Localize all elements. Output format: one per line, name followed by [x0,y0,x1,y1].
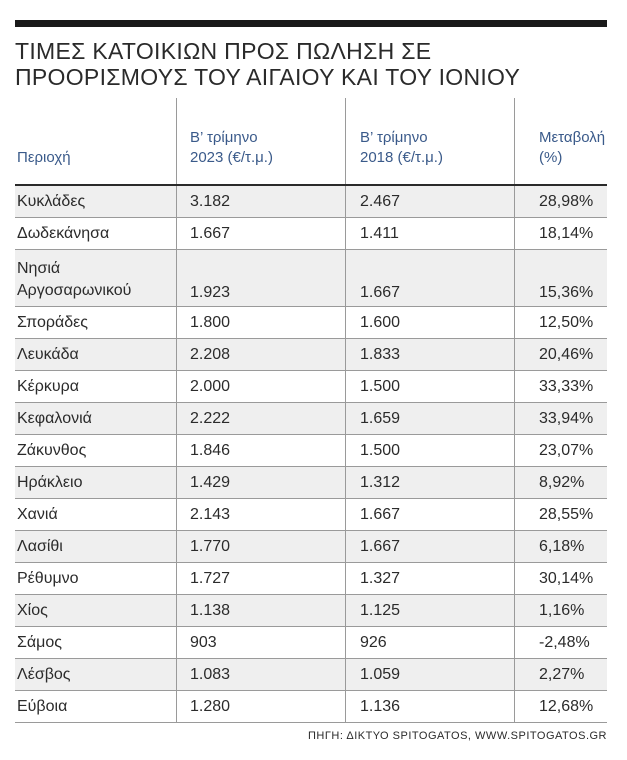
header-change-line2: (%) [539,149,563,166]
change-cell: 33,33% [515,371,608,403]
price-2023-cell: 1.923 [177,250,346,307]
price-2018-cell: 1.600 [346,307,515,339]
price-2018-cell: 1.411 [346,218,515,250]
price-2018-cell: 1.125 [346,595,515,627]
price-2023-cell: 2.143 [177,499,346,531]
price-2018-cell: 1.833 [346,339,515,371]
change-cell: 12,50% [515,307,608,339]
price-2018-cell: 1.659 [346,403,515,435]
table-body [15,185,607,723]
change-cell: 1,16% [515,595,608,627]
price-2018-cell: 1.667 [346,250,515,307]
table-row [15,467,607,499]
change-cell: 30,14% [515,563,608,595]
price-2023-cell: 1.727 [177,563,346,595]
table-header-row [15,98,607,185]
price-2023-cell: 1.846 [177,435,346,467]
region-cell: Ζάκυνθος [15,435,177,467]
table-row [15,435,607,467]
change-cell: 8,92% [515,467,608,499]
price-2018-cell: 1.667 [346,499,515,531]
price-2018-cell: 1.327 [346,563,515,595]
price-2018-cell: 1.500 [346,435,515,467]
region-cell: Χίος [15,595,177,627]
page-title [15,38,607,90]
change-cell: 28,55% [515,499,608,531]
price-2018-cell: 1.059 [346,659,515,691]
price-2023-cell: 1.083 [177,659,346,691]
price-2023-cell: 1.429 [177,467,346,499]
price-2023-cell: 2.208 [177,339,346,371]
change-cell: 6,18% [515,531,608,563]
price-2023-cell: 1.770 [177,531,346,563]
table-row [15,185,607,218]
region-cell: Σάμος [15,627,177,659]
change-cell: 28,98% [515,185,608,218]
region-cell: Ηράκλειο [15,467,177,499]
header-q2-2023-line2: 2023 (€/τ.μ.) [190,149,273,166]
table-row [15,218,607,250]
table-row [15,339,607,371]
header-q2-2023 [177,98,346,185]
title-line-1: ΤΙΜΕΣ ΚΑΤΟΙΚΙΩΝ ΠΡΟΣ ΠΩΛΗΣΗ ΣΕ [15,38,432,64]
region-cell: Λέσβος [15,659,177,691]
price-2018-cell: 1.312 [346,467,515,499]
change-cell: 2,27% [515,659,608,691]
price-2023-cell: 2.000 [177,371,346,403]
top-rule [15,20,607,27]
region-cell: Εύβοια [15,691,177,723]
region-cell: Νησιά Αργοσαρωνικού [15,250,177,307]
region-cell: Σποράδες [15,307,177,339]
change-cell: 18,14% [515,218,608,250]
table-row [15,403,607,435]
table-row [15,371,607,403]
table-row [15,499,607,531]
price-2018-cell: 1.500 [346,371,515,403]
region-cell: Κεφαλονιά [15,403,177,435]
source-note: ΠΗΓΗ: ΔΙΚΤΥΟ SPITOGATOS, WWW.SPITOGATOS.GR [307,730,607,742]
region-cell: Χανιά [15,499,177,531]
price-2023-cell: 3.182 [177,185,346,218]
change-cell: 23,07% [515,435,608,467]
table-row [15,627,607,659]
price-2018-cell: 1.667 [346,531,515,563]
region-cell: Ρέθυμνο [15,563,177,595]
price-2018-cell: 926 [346,627,515,659]
table-row [15,531,607,563]
change-cell: 33,94% [515,403,608,435]
table-row [15,659,607,691]
table-row [15,563,607,595]
price-2018-cell: 2.467 [346,185,515,218]
table-row [15,595,607,627]
header-q2-2018-line2: 2018 (€/τ.μ.) [360,149,443,166]
price-2023-cell: 1.667 [177,218,346,250]
price-2023-cell: 1.138 [177,595,346,627]
change-cell: 15,36% [515,250,608,307]
price-2023-cell: 1.800 [177,307,346,339]
header-region-label: Περιοχή [17,149,71,166]
header-region [15,98,177,185]
header-change-line1: Μεταβολή [539,129,606,146]
price-table [15,98,607,723]
change-cell: 20,46% [515,339,608,371]
change-cell: 12,68% [515,691,608,723]
price-2023-cell: 1.280 [177,691,346,723]
title-line-2: ΠΡΟΟΡΙΣΜΟΥΣ ΤΟΥ ΑΙΓΑΙΟΥ ΚΑΙ ΤΟΥ ΙΟΝΙΟΥ [15,64,521,90]
table-row [15,307,607,339]
price-2023-cell: 903 [177,627,346,659]
price-2023-cell: 2.222 [177,403,346,435]
region-cell: Κυκλάδες [15,185,177,218]
header-q2-2018 [346,98,515,185]
header-q2-2018-line1: Β’ τρίμηνο [360,129,428,146]
change-cell: -2,48% [515,627,608,659]
header-q2-2023-line1: Β’ τρίμηνο [190,129,258,146]
region-cell: Δωδεκάνησα [15,218,177,250]
region-cell: Λευκάδα [15,339,177,371]
header-change [515,98,608,185]
table-row [15,691,607,723]
price-2018-cell: 1.136 [346,691,515,723]
region-cell: Λασίθι [15,531,177,563]
table-row [15,250,607,307]
region-cell: Κέρκυρα [15,371,177,403]
